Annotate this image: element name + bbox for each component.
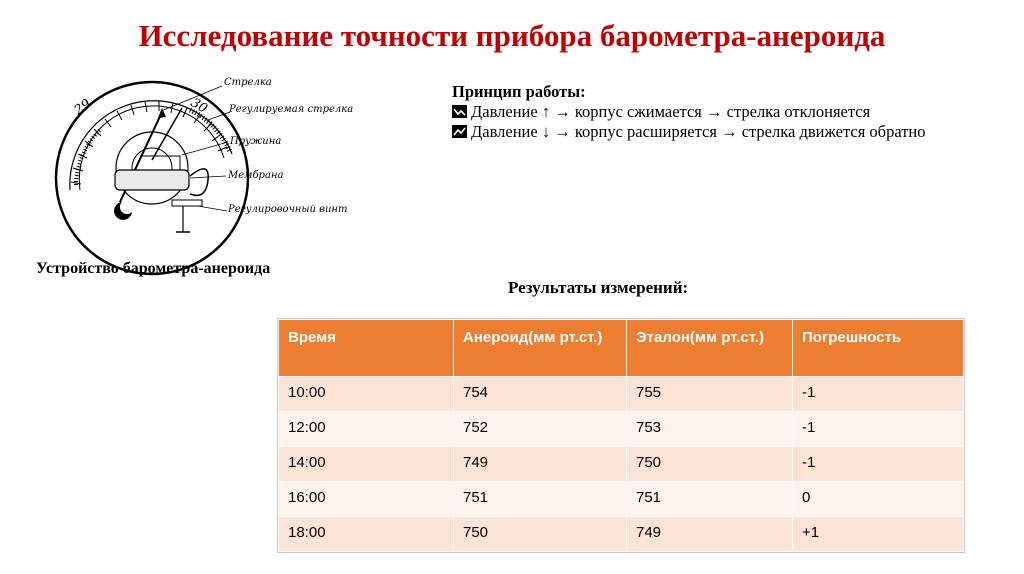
table-header-row bbox=[279, 320, 964, 377]
cell-error: -1 bbox=[793, 412, 964, 447]
results-title: Результаты измерений: bbox=[508, 278, 689, 297]
cell-time: 16:00 bbox=[279, 482, 454, 517]
label-pointer: Стрелка bbox=[224, 77, 272, 88]
header-cell-error: Погрешность bbox=[793, 320, 964, 377]
principle-block bbox=[452, 82, 962, 142]
results-table bbox=[278, 319, 964, 552]
header-cell-time: Время bbox=[279, 320, 454, 377]
principle-item bbox=[452, 102, 962, 122]
cell-time: 14:00 bbox=[279, 447, 454, 482]
header-cell-reference: Эталон(мм рт.ст.) bbox=[627, 320, 793, 377]
table-row bbox=[279, 447, 964, 482]
table-row bbox=[279, 482, 964, 517]
cell-reference: 753 bbox=[627, 412, 793, 447]
cell-time: 18:00 bbox=[279, 517, 454, 552]
header-cell-aneroid: Анероид(мм рт.ст.) bbox=[454, 320, 627, 377]
barometer-diagram bbox=[40, 60, 354, 275]
cell-aneroid: 749 bbox=[454, 447, 627, 482]
principle-item bbox=[452, 122, 962, 142]
principle-heading: Принцип работы: bbox=[452, 82, 586, 101]
cell-reference: 749 bbox=[627, 517, 793, 552]
slide-title: Исследование точности прибора барометра-анероида bbox=[138, 18, 886, 53]
label-spring: Пружина bbox=[230, 136, 282, 147]
label-adjust-screw: Регулировочный винт bbox=[228, 204, 348, 215]
cell-aneroid: 750 bbox=[454, 517, 627, 552]
cell-error: -1 bbox=[793, 447, 964, 482]
cell-error: 0 bbox=[793, 482, 964, 517]
cell-aneroid: 754 bbox=[454, 377, 627, 412]
scale-label-29: 29 bbox=[71, 96, 94, 119]
label-adjustable-pointer: Регулируемая стрелка bbox=[229, 104, 354, 115]
label-membrane: Мембрана bbox=[228, 170, 284, 181]
table-row bbox=[279, 412, 964, 447]
line-chart-icon bbox=[452, 105, 467, 118]
cell-time: 12:00 bbox=[279, 412, 454, 447]
diagram-caption: Устройство барометра-анероида bbox=[36, 260, 271, 277]
table-row bbox=[279, 517, 964, 552]
principle-item-text: Давление ↑ → корпус сжимается → стрелка отклоняется bbox=[471, 102, 871, 121]
cell-reference: 751 bbox=[627, 482, 793, 517]
scale-label-30: 30 bbox=[188, 95, 210, 117]
principle-item-text: Давление ↓ → корпус расширяется → стрелка движется обратно bbox=[471, 122, 926, 141]
cell-error: +1 bbox=[793, 517, 964, 552]
cell-aneroid: 751 bbox=[454, 482, 627, 517]
table-row bbox=[279, 377, 964, 412]
cell-error: -1 bbox=[793, 377, 964, 412]
cell-reference: 750 bbox=[627, 447, 793, 482]
cell-aneroid: 752 bbox=[454, 412, 627, 447]
cell-reference: 755 bbox=[627, 377, 793, 412]
line-chart-icon bbox=[452, 125, 467, 138]
cell-time: 10:00 bbox=[279, 377, 454, 412]
